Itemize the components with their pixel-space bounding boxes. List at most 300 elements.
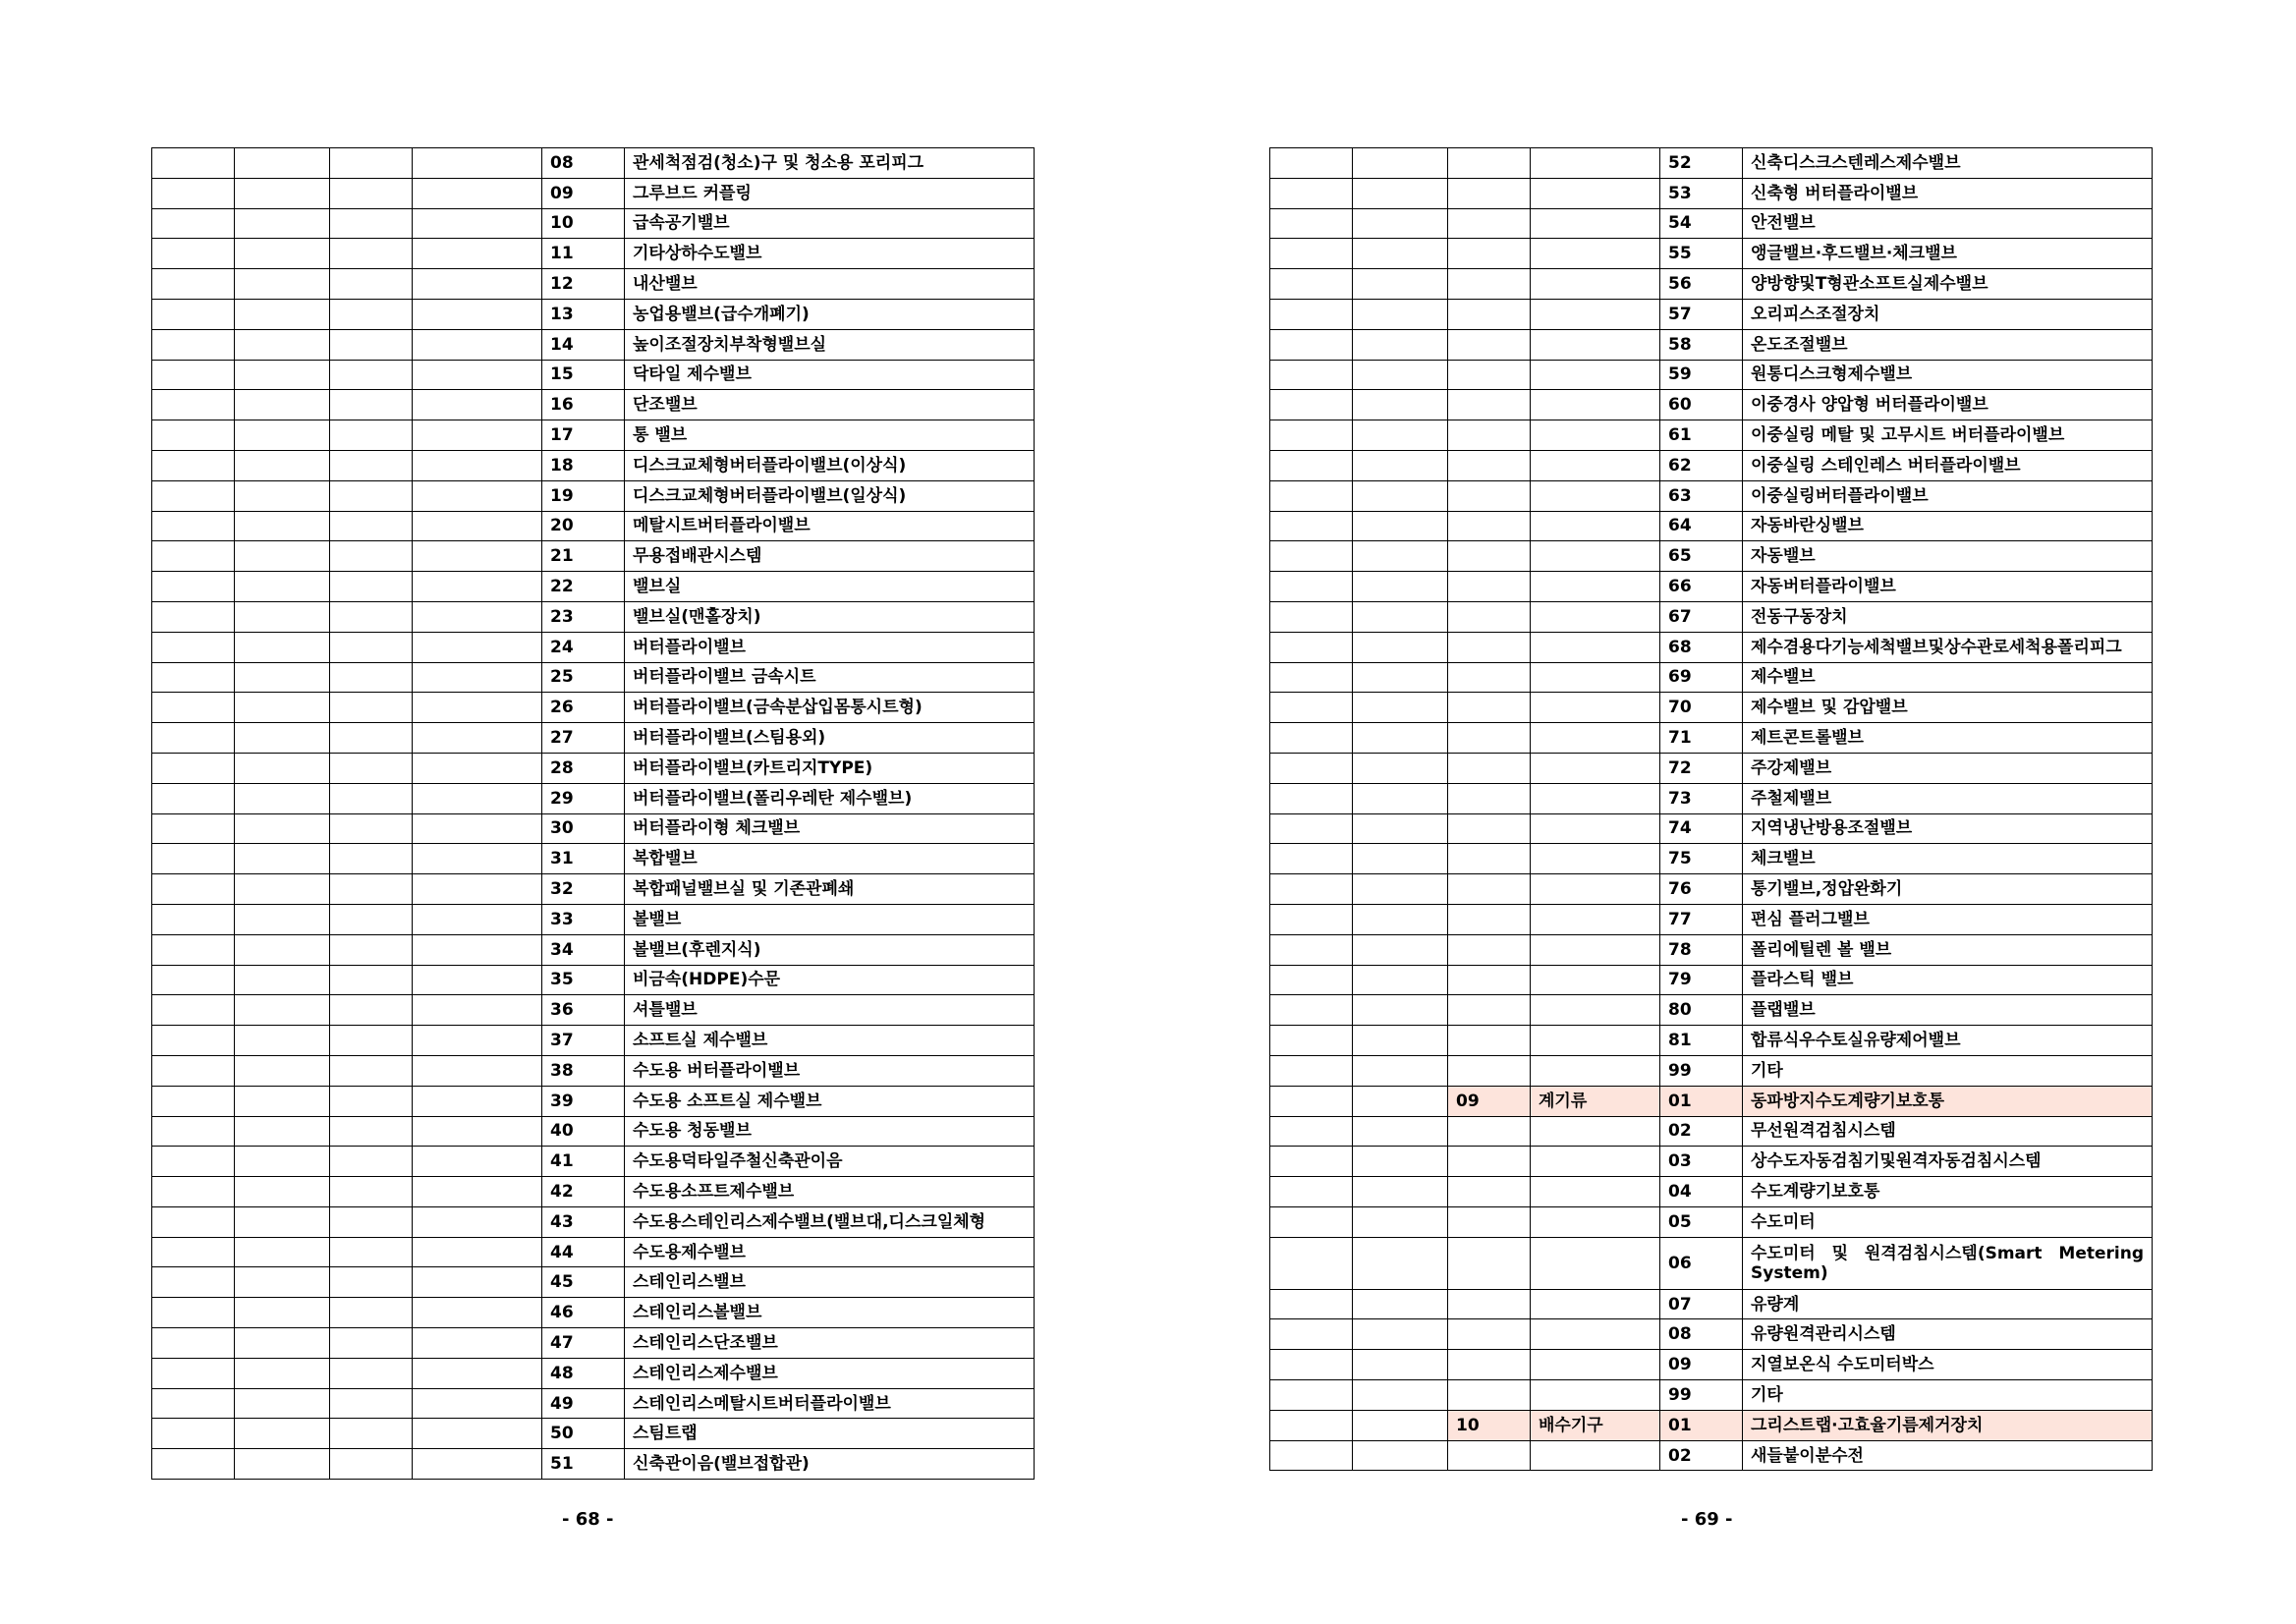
group-name-cell <box>1531 1116 1660 1147</box>
empty-cell <box>1270 390 1353 420</box>
table-row <box>1270 601 2153 632</box>
empty-cell <box>1270 572 1353 602</box>
empty-cell <box>1353 1177 1448 1207</box>
table-row <box>152 904 1035 934</box>
empty-cell <box>152 572 235 602</box>
empty-cell <box>152 1267 235 1298</box>
item-name-cell: 통 밸브 <box>625 420 1035 451</box>
empty-cell <box>1353 239 1448 269</box>
empty-cell <box>152 299 235 329</box>
item-code-cell: 34 <box>542 934 625 965</box>
table-row <box>1270 753 2153 783</box>
item-code-cell: 69 <box>1660 662 1743 693</box>
empty-cell <box>1353 662 1448 693</box>
group-name-cell <box>413 844 542 874</box>
empty-cell <box>1353 299 1448 329</box>
group-code-cell <box>330 1328 413 1359</box>
item-code-cell: 48 <box>542 1358 625 1388</box>
table-row <box>1270 693 2153 723</box>
empty-cell <box>1270 1289 1353 1319</box>
table-row <box>152 511 1035 541</box>
empty-cell <box>1353 1026 1448 1056</box>
empty-cell <box>235 1298 330 1328</box>
group-name-cell <box>413 1116 542 1147</box>
item-name-cell: 비금속(HDPE)수문 <box>625 965 1035 995</box>
empty-cell <box>152 1449 235 1480</box>
right-page-table <box>1269 147 2153 1471</box>
empty-cell <box>152 965 235 995</box>
item-code-cell: 17 <box>542 420 625 451</box>
item-code-cell: 54 <box>1660 208 1743 239</box>
item-code-cell: 64 <box>1660 511 1743 541</box>
item-name-cell: 앵글밸브·후드밸브·체크밸브 <box>1743 239 2153 269</box>
table-row <box>152 450 1035 480</box>
group-name-cell <box>1531 148 1660 179</box>
item-code-cell: 36 <box>542 995 625 1026</box>
group-name-cell <box>413 269 542 300</box>
group-code-cell <box>1448 632 1531 662</box>
item-name-cell: 수도계량기보호통 <box>1743 1177 2153 1207</box>
page-number-left: - 68 - <box>562 1509 614 1530</box>
table-row <box>152 1206 1035 1237</box>
group-code-cell <box>330 1086 413 1116</box>
empty-cell <box>1353 329 1448 360</box>
group-code-cell <box>330 874 413 905</box>
item-name-cell: 버터플라이밸브(폴리우레탄 제수밸브) <box>625 783 1035 813</box>
item-code-cell: 04 <box>1660 1177 1743 1207</box>
group-code-cell <box>330 541 413 572</box>
empty-cell <box>1270 329 1353 360</box>
empty-cell <box>152 1328 235 1359</box>
empty-cell <box>235 178 330 208</box>
item-code-cell: 66 <box>1660 572 1743 602</box>
empty-cell <box>1270 1440 1353 1471</box>
group-name-cell <box>1531 844 1660 874</box>
item-code-cell: 42 <box>542 1177 625 1207</box>
item-code-cell: 15 <box>542 360 625 390</box>
item-name-cell: 체크밸브 <box>1743 844 2153 874</box>
empty-cell <box>235 1116 330 1147</box>
item-code-cell: 72 <box>1660 753 1743 783</box>
empty-cell <box>1270 662 1353 693</box>
item-code-cell: 74 <box>1660 813 1743 844</box>
item-name-cell: 플라스틱 밸브 <box>1743 965 2153 995</box>
item-name-cell: 기타 <box>1743 1055 2153 1086</box>
empty-cell <box>235 1388 330 1419</box>
item-code-cell: 99 <box>1660 1380 1743 1411</box>
table-row <box>1270 329 2153 360</box>
group-name-cell <box>413 329 542 360</box>
empty-cell <box>1270 178 1353 208</box>
group-name-cell <box>1531 874 1660 905</box>
group-code-cell <box>330 813 413 844</box>
item-code-cell: 67 <box>1660 601 1743 632</box>
empty-cell <box>152 1419 235 1449</box>
item-name-cell: 동파방지수도계량기보호통 <box>1743 1086 2153 1116</box>
group-name-cell <box>1531 753 1660 783</box>
empty-cell <box>1353 450 1448 480</box>
group-name-cell <box>413 1449 542 1480</box>
empty-cell <box>1270 965 1353 995</box>
empty-cell <box>1353 511 1448 541</box>
group-code-cell <box>1448 934 1531 965</box>
item-name-cell: 오리피스조절장치 <box>1743 299 2153 329</box>
table-row <box>152 480 1035 511</box>
item-name-text: 수도미터 및 원격검침시스템(Smart Metering System) <box>1751 1243 2144 1283</box>
item-code-cell: 06 <box>1660 1237 1743 1289</box>
empty-cell <box>1270 450 1353 480</box>
group-code-cell <box>330 1449 413 1480</box>
table-row <box>152 541 1035 572</box>
group-name-cell <box>1531 904 1660 934</box>
table-row <box>1270 420 2153 451</box>
group-code-cell <box>330 934 413 965</box>
group-name-cell <box>413 995 542 1026</box>
item-code-cell: 63 <box>1660 480 1743 511</box>
group-code-cell <box>330 965 413 995</box>
table-row <box>152 632 1035 662</box>
item-name-cell: 밸브실(맨홀장치) <box>625 601 1035 632</box>
item-code-cell: 59 <box>1660 360 1743 390</box>
empty-cell <box>1270 420 1353 451</box>
empty-cell <box>235 1419 330 1449</box>
item-name-cell: 셔틀밸브 <box>625 995 1035 1026</box>
empty-cell <box>1353 1086 1448 1116</box>
empty-cell <box>152 1147 235 1177</box>
group-code-cell <box>330 844 413 874</box>
item-code-cell: 05 <box>1660 1206 1743 1237</box>
item-code-cell: 80 <box>1660 995 1743 1026</box>
empty-cell <box>1353 601 1448 632</box>
table-row <box>1270 1206 2153 1237</box>
group-code-cell <box>1448 1055 1531 1086</box>
group-name-cell <box>413 904 542 934</box>
group-name-cell <box>1531 572 1660 602</box>
empty-cell <box>1270 1350 1353 1380</box>
table-row <box>1270 208 2153 239</box>
item-code-cell: 29 <box>542 783 625 813</box>
table-row <box>152 1298 1035 1328</box>
item-name-cell: 폴리에틸렌 볼 밸브 <box>1743 934 2153 965</box>
item-code-cell: 20 <box>542 511 625 541</box>
table-row <box>1270 541 2153 572</box>
table-row <box>152 1055 1035 1086</box>
empty-cell <box>1353 178 1448 208</box>
item-name-cell: 스테인리스메탈시트버터플라이밸브 <box>625 1388 1035 1419</box>
empty-cell <box>235 148 330 179</box>
table-row <box>1270 904 2153 934</box>
table-row <box>152 874 1035 905</box>
empty-cell <box>152 541 235 572</box>
empty-cell <box>1353 572 1448 602</box>
item-name-cell: 양방향및T형관소프트실제수밸브 <box>1743 269 2153 300</box>
table-row <box>152 753 1035 783</box>
item-name-cell: 신축형 버터플라이밸브 <box>1743 178 2153 208</box>
group-name-cell: 배수기구 <box>1531 1410 1660 1440</box>
item-code-cell: 13 <box>542 299 625 329</box>
item-code-cell: 53 <box>1660 178 1743 208</box>
group-code-cell <box>330 1419 413 1449</box>
group-name-cell <box>1531 995 1660 1026</box>
table-row <box>1270 239 2153 269</box>
empty-cell <box>1353 632 1448 662</box>
group-code-cell <box>1448 723 1531 754</box>
table-row <box>152 239 1035 269</box>
table-row <box>152 269 1035 300</box>
item-code-cell: 23 <box>542 601 625 632</box>
empty-cell <box>152 632 235 662</box>
empty-cell <box>1353 904 1448 934</box>
group-code-cell <box>1448 904 1531 934</box>
item-code-cell: 40 <box>542 1116 625 1147</box>
group-code-cell <box>1448 480 1531 511</box>
table-row <box>152 601 1035 632</box>
empty-cell <box>235 1267 330 1298</box>
empty-cell <box>235 632 330 662</box>
item-name-cell: 주철제밸브 <box>1743 783 2153 813</box>
group-name-cell <box>1531 1147 1660 1177</box>
table-row <box>1270 572 2153 602</box>
item-code-cell: 16 <box>542 390 625 420</box>
table-row <box>1270 662 2153 693</box>
group-name-cell <box>1531 360 1660 390</box>
empty-cell <box>152 360 235 390</box>
group-code-cell <box>1448 1206 1531 1237</box>
table-row <box>152 572 1035 602</box>
item-name-cell: 수도용덕타일주철신축관이음 <box>625 1147 1035 1177</box>
empty-cell <box>1353 1350 1448 1380</box>
group-name-cell <box>1531 723 1660 754</box>
table-row <box>152 965 1035 995</box>
item-name-cell: 스테인리스제수밸브 <box>625 1358 1035 1388</box>
group-code-cell <box>1448 813 1531 844</box>
empty-cell <box>1353 480 1448 511</box>
empty-cell <box>235 511 330 541</box>
group-code-cell <box>330 662 413 693</box>
group-code-cell <box>330 360 413 390</box>
group-name-cell <box>1531 1055 1660 1086</box>
empty-cell <box>1353 269 1448 300</box>
empty-cell <box>1353 1410 1448 1440</box>
item-name-cell: 신축관이음(밸브접합관) <box>625 1449 1035 1480</box>
group-code-cell <box>1448 1440 1531 1471</box>
group-code-cell <box>330 753 413 783</box>
table-row <box>1270 360 2153 390</box>
item-name-cell: 유량원격관리시스템 <box>1743 1319 2153 1350</box>
table-row <box>1270 511 2153 541</box>
item-name-cell: 스테인리스볼밸브 <box>625 1298 1035 1328</box>
group-name-cell <box>413 1388 542 1419</box>
item-name-cell: 제수밸브 및 감압밸브 <box>1743 693 2153 723</box>
empty-cell <box>235 1206 330 1237</box>
empty-cell <box>1270 934 1353 965</box>
empty-cell <box>1270 299 1353 329</box>
table-row <box>152 1177 1035 1207</box>
empty-cell <box>235 813 330 844</box>
group-code-cell <box>1448 1319 1531 1350</box>
table-row <box>1270 480 2153 511</box>
empty-cell <box>235 541 330 572</box>
group-code-cell <box>1448 844 1531 874</box>
group-name-cell <box>413 208 542 239</box>
group-code-cell <box>1448 601 1531 632</box>
group-code-cell <box>330 601 413 632</box>
item-name-cell: 스테인리스단조밸브 <box>625 1328 1035 1359</box>
item-name-cell: 내산밸브 <box>625 269 1035 300</box>
group-name-cell <box>1531 1380 1660 1411</box>
item-name-cell: 이중실링버터플라이밸브 <box>1743 480 2153 511</box>
table-row <box>152 208 1035 239</box>
table-row <box>152 1237 1035 1267</box>
group-code-cell <box>330 995 413 1026</box>
item-name-cell: 자동밸브 <box>1743 541 2153 572</box>
table-row <box>152 390 1035 420</box>
table-row <box>152 1026 1035 1056</box>
item-name-cell: 버터플라이밸브(카트리지TYPE) <box>625 753 1035 783</box>
item-code-cell: 47 <box>542 1328 625 1359</box>
empty-cell <box>1353 965 1448 995</box>
item-name-cell: 기타상하수도밸브 <box>625 239 1035 269</box>
group-name-cell <box>1531 329 1660 360</box>
empty-cell <box>152 753 235 783</box>
table-row <box>152 813 1035 844</box>
item-code-cell: 77 <box>1660 904 1743 934</box>
group-name-cell <box>1531 1026 1660 1056</box>
empty-cell <box>1353 1440 1448 1471</box>
item-code-cell: 01 <box>1660 1410 1743 1440</box>
group-name-cell <box>1531 1289 1660 1319</box>
item-code-cell: 58 <box>1660 329 1743 360</box>
item-name-cell: 관세척점검(청소)구 및 청소용 포리피그 <box>625 148 1035 179</box>
empty-cell <box>152 390 235 420</box>
item-code-cell: 51 <box>542 1449 625 1480</box>
table-row <box>1270 1055 2153 1086</box>
empty-cell <box>235 480 330 511</box>
item-name-cell: 지역냉난방용조절밸브 <box>1743 813 2153 844</box>
empty-cell <box>1353 1237 1448 1289</box>
empty-cell <box>1270 904 1353 934</box>
empty-cell <box>235 783 330 813</box>
group-code-cell <box>1448 753 1531 783</box>
item-code-cell: 81 <box>1660 1026 1743 1056</box>
item-code-cell: 09 <box>1660 1350 1743 1380</box>
item-name-cell: 버터플라이밸브(금속분삽입몸통시트형) <box>625 693 1035 723</box>
item-code-cell: 43 <box>542 1206 625 1237</box>
empty-cell <box>152 1055 235 1086</box>
empty-cell <box>1270 480 1353 511</box>
empty-cell <box>235 693 330 723</box>
empty-cell <box>235 601 330 632</box>
empty-cell <box>152 208 235 239</box>
empty-cell <box>1353 360 1448 390</box>
empty-cell <box>235 965 330 995</box>
group-name-cell <box>413 1328 542 1359</box>
group-name-cell <box>413 572 542 602</box>
item-name-cell: 원통디스크형제수밸브 <box>1743 360 2153 390</box>
group-code-cell <box>1448 965 1531 995</box>
item-name-cell: 수도용제수밸브 <box>625 1237 1035 1267</box>
empty-cell <box>152 662 235 693</box>
group-code-cell <box>1448 1177 1531 1207</box>
item-name-cell: 볼밸브 <box>625 904 1035 934</box>
table-row <box>152 360 1035 390</box>
empty-cell <box>1270 1147 1353 1177</box>
group-code-cell <box>1448 450 1531 480</box>
table-row <box>152 1419 1035 1449</box>
group-name-cell <box>1531 269 1660 300</box>
item-code-cell: 12 <box>542 269 625 300</box>
group-name-cell <box>1531 208 1660 239</box>
item-name-cell: 급속공기밸브 <box>625 208 1035 239</box>
item-code-cell: 57 <box>1660 299 1743 329</box>
empty-cell <box>152 904 235 934</box>
group-name-cell <box>413 783 542 813</box>
group-code-cell <box>330 1177 413 1207</box>
item-name-cell: 높이조절장치부착형밸브실 <box>625 329 1035 360</box>
item-code-cell: 70 <box>1660 693 1743 723</box>
group-name-cell <box>1531 511 1660 541</box>
item-code-cell: 08 <box>1660 1319 1743 1350</box>
table-row <box>1270 390 2153 420</box>
empty-cell <box>1353 1289 1448 1319</box>
empty-cell <box>1270 1026 1353 1056</box>
empty-cell <box>152 995 235 1026</box>
item-code-cell: 21 <box>542 541 625 572</box>
group-name-cell <box>413 723 542 754</box>
item-code-cell: 56 <box>1660 269 1743 300</box>
page-number-right: - 69 - <box>1681 1509 1733 1530</box>
group-name-cell <box>1531 1440 1660 1471</box>
empty-cell <box>1270 1380 1353 1411</box>
group-code-cell <box>1448 1350 1531 1380</box>
table-row <box>152 148 1035 179</box>
item-code-cell: 32 <box>542 874 625 905</box>
item-code-cell: 09 <box>542 178 625 208</box>
group-code-cell <box>1448 572 1531 602</box>
item-code-cell: 78 <box>1660 934 1743 965</box>
group-name-cell <box>413 1086 542 1116</box>
table-row <box>152 995 1035 1026</box>
empty-cell <box>1270 874 1353 905</box>
group-name-cell <box>1531 1350 1660 1380</box>
item-code-cell: 35 <box>542 965 625 995</box>
empty-cell <box>152 844 235 874</box>
table-row <box>152 1267 1035 1298</box>
empty-cell <box>152 693 235 723</box>
item-code-cell: 61 <box>1660 420 1743 451</box>
group-code-cell <box>1448 783 1531 813</box>
group-code-cell <box>330 1267 413 1298</box>
empty-cell <box>1353 148 1448 179</box>
item-code-cell: 30 <box>542 813 625 844</box>
group-code-cell <box>1448 360 1531 390</box>
table-row <box>152 1358 1035 1388</box>
empty-cell <box>1270 844 1353 874</box>
group-code-cell <box>330 1388 413 1419</box>
table-row <box>1270 1086 2153 1116</box>
empty-cell <box>235 1086 330 1116</box>
table-row <box>1270 1410 2153 1440</box>
table-row <box>152 1388 1035 1419</box>
group-name-cell <box>413 1206 542 1237</box>
item-code-cell: 10 <box>542 208 625 239</box>
group-name-cell <box>1531 934 1660 965</box>
table-row <box>1270 844 2153 874</box>
group-code-cell <box>1448 693 1531 723</box>
item-name-cell: 농업용밸브(급수개폐기) <box>625 299 1035 329</box>
empty-cell <box>1353 874 1448 905</box>
item-name-cell: 온도조절밸브 <box>1743 329 2153 360</box>
